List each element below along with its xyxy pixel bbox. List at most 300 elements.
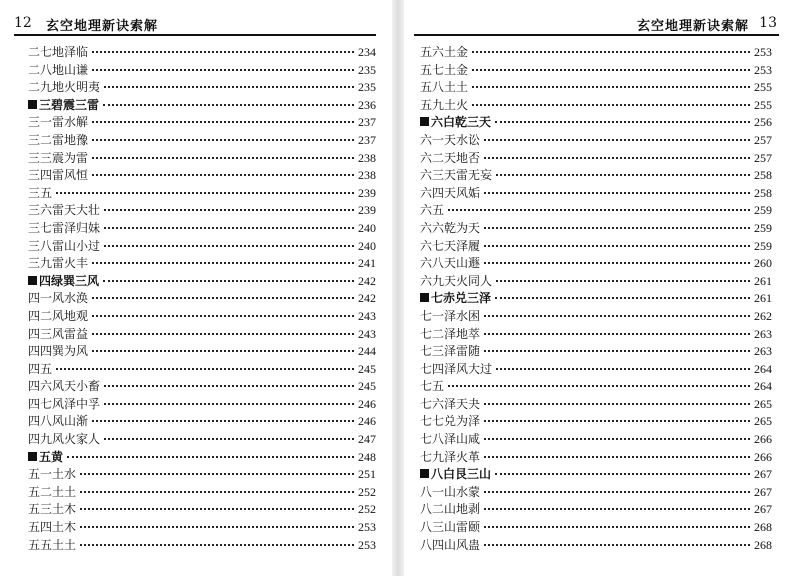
toc-entry-page-number: 248	[358, 449, 376, 464]
toc-entry-text: 六一天水讼	[420, 132, 481, 147]
toc-entry	[28, 255, 376, 273]
dot-leader	[80, 526, 354, 528]
toc-entry-label	[28, 537, 76, 555]
toc-entry-page-number: 241	[358, 256, 376, 271]
dot-leader	[92, 333, 354, 335]
toc-entry-text: 五黄	[39, 449, 64, 464]
toc-entry-text: 六七天泽履	[420, 238, 481, 253]
toc-section-entry	[28, 273, 376, 291]
toc-entry-text: 七七兑为泽	[420, 414, 481, 429]
toc-entry-page-number: 242	[358, 291, 376, 306]
toc-entry-text: 七五	[420, 379, 445, 394]
toc-section-entry	[28, 97, 376, 115]
dot-leader	[80, 473, 354, 475]
toc-entry-label	[420, 343, 480, 361]
dot-leader	[104, 403, 354, 405]
toc-entry-page-number: 245	[358, 379, 376, 394]
toc-entry-page-number: 261	[754, 273, 772, 288]
toc-entry-text: 二八地山谦	[28, 62, 89, 77]
toc-entry-label	[420, 431, 480, 449]
toc-entry-text: 六四天风姤	[420, 185, 481, 200]
toc-entry-text: 三八雷山小过	[28, 238, 101, 253]
toc-entry-page-number: 268	[754, 537, 772, 552]
toc-entry-text: 三九雷火丰	[28, 256, 89, 271]
toc-entry	[28, 220, 376, 238]
toc-entry-text: 六五	[420, 203, 445, 218]
toc-entry-page-number: 235	[358, 62, 376, 77]
section-square-marker-icon	[28, 100, 37, 109]
toc-entry	[420, 185, 772, 203]
section-square-marker-icon	[28, 276, 37, 285]
toc-entry-text: 七一泽水困	[420, 308, 481, 323]
toc-entry	[28, 44, 376, 62]
toc-entry-text: 五六土金	[420, 45, 469, 59]
toc-entry-text: 五九土火	[420, 97, 469, 112]
dot-leader	[484, 350, 750, 352]
toc-entry-text: 六八天山遯	[420, 256, 481, 271]
dot-leader	[92, 350, 354, 352]
toc-entry-label	[28, 185, 52, 203]
toc-entry-label	[420, 449, 480, 467]
toc-entry	[28, 431, 376, 449]
right-header-rule	[414, 34, 779, 36]
toc-entry	[420, 202, 772, 220]
dot-leader	[472, 104, 750, 106]
dot-leader	[484, 456, 750, 458]
dot-leader	[484, 139, 750, 141]
toc-entry-page-number: 252	[358, 484, 376, 499]
section-square-marker-icon	[420, 469, 429, 478]
toc-entry-text: 八三山雷颐	[420, 520, 481, 535]
toc-entry-label	[420, 290, 491, 308]
toc-entry-label	[28, 519, 76, 537]
dot-leader	[103, 104, 354, 106]
left-page-number: 12	[14, 15, 32, 31]
toc-entry-text: 五三土木	[28, 502, 77, 517]
toc-entry-text: 六白乾三天	[431, 115, 492, 130]
dot-leader	[104, 209, 354, 211]
toc-entry-label	[28, 378, 100, 396]
toc-entry-page-number: 239	[358, 185, 376, 200]
dot-leader	[495, 121, 750, 123]
dot-leader	[92, 297, 354, 299]
toc-entry-label	[420, 150, 480, 168]
toc-entry-text: 四二风地观	[28, 308, 89, 323]
toc-entry	[28, 62, 376, 80]
toc-entry	[28, 519, 376, 537]
toc-entry-page-number: 258	[754, 185, 772, 200]
toc-entry-label	[420, 185, 480, 203]
toc-entry-text: 五二土土	[28, 484, 77, 499]
toc-entry-label	[28, 79, 100, 97]
dot-leader	[104, 438, 354, 440]
dot-leader	[104, 227, 354, 229]
toc-entry-text: 七八泽山咸	[420, 432, 481, 447]
toc-entry-page-number: 253	[754, 62, 772, 77]
toc-entry-label	[28, 484, 76, 502]
toc-section-entry	[420, 114, 772, 132]
toc-entry-page-number: 244	[358, 344, 376, 359]
toc-entry	[28, 185, 376, 203]
dot-leader	[92, 69, 354, 71]
dot-leader	[484, 438, 750, 440]
dot-leader	[484, 544, 750, 546]
toc-entry	[28, 396, 376, 414]
toc-entry	[420, 431, 772, 449]
toc-entry-label	[420, 308, 480, 326]
toc-entry-text: 四六风天小畜	[28, 379, 101, 394]
toc-entry-label	[420, 519, 480, 537]
dot-leader	[92, 51, 354, 53]
dot-leader	[92, 262, 354, 264]
section-square-marker-icon	[420, 293, 429, 302]
toc-entry	[420, 220, 772, 238]
toc-entry-page-number: 240	[358, 220, 376, 235]
section-square-marker-icon	[420, 117, 429, 126]
dot-leader	[103, 280, 354, 282]
toc-entry	[420, 273, 772, 291]
dot-leader	[495, 297, 750, 299]
toc-entry-text: 五五土土	[28, 537, 77, 552]
dot-leader	[56, 192, 354, 194]
toc-entry-label	[28, 449, 63, 467]
dot-leader	[496, 174, 750, 176]
dot-leader	[92, 174, 354, 176]
left-toc-list	[28, 44, 376, 554]
toc-entry	[28, 413, 376, 431]
toc-entry-label	[28, 290, 88, 308]
toc-entry-label	[420, 255, 480, 273]
toc-entry-text: 六三天雷无妄	[420, 168, 493, 183]
toc-entry-text: 六九天火同人	[420, 273, 493, 288]
toc-entry-label	[28, 361, 52, 379]
toc-entry-page-number: 240	[358, 238, 376, 253]
toc-section-entry	[420, 290, 772, 308]
toc-entry-label	[420, 62, 468, 80]
toc-entry-label	[28, 501, 76, 519]
toc-entry-page-number: 267	[754, 484, 772, 499]
dot-leader	[92, 315, 354, 317]
dot-leader	[104, 86, 354, 88]
toc-entry	[420, 378, 772, 396]
toc-entry-page-number: 264	[754, 379, 772, 394]
toc-entry	[420, 449, 772, 467]
toc-entry-page-number: 243	[358, 308, 376, 323]
toc-entry-label	[28, 255, 88, 273]
toc-entry-page-number: 246	[358, 396, 376, 411]
toc-entry-page-number: 235	[358, 80, 376, 95]
toc-entry-label	[28, 62, 88, 80]
left-page	[0, 0, 392, 576]
toc-entry-page-number: 246	[358, 414, 376, 429]
toc-entry-page-number: 251	[358, 467, 376, 482]
toc-entry-page-number: 267	[754, 467, 772, 482]
toc-entry-label	[28, 202, 100, 220]
toc-entry	[420, 519, 772, 537]
right-toc-list	[420, 44, 772, 554]
toc-entry-label	[28, 132, 88, 150]
toc-entry-label	[420, 326, 480, 344]
toc-entry	[28, 150, 376, 168]
toc-entry-label	[420, 202, 444, 220]
toc-entry-text: 八一山水蒙	[420, 484, 481, 499]
toc-entry-page-number: 266	[754, 432, 772, 447]
toc-entry-label	[28, 150, 88, 168]
toc-entry	[28, 537, 376, 555]
toc-entry	[28, 238, 376, 256]
toc-entry	[28, 132, 376, 150]
toc-entry	[420, 396, 772, 414]
toc-entry-text: 二七地泽临	[28, 45, 89, 59]
toc-entry-page-number: 257	[754, 132, 772, 147]
toc-entry-label	[28, 396, 100, 414]
toc-entry-label	[420, 238, 480, 256]
toc-entry	[420, 79, 772, 97]
toc-entry	[420, 501, 772, 519]
toc-entry-label	[420, 361, 492, 379]
dot-leader	[484, 420, 750, 422]
toc-entry-label	[420, 378, 444, 396]
toc-entry-page-number: 255	[754, 80, 772, 95]
toc-entry-page-number: 245	[358, 361, 376, 376]
toc-entry	[28, 308, 376, 326]
toc-entry-text: 六六乾为天	[420, 220, 481, 235]
dot-leader	[92, 139, 354, 141]
toc-entry-text: 五七土金	[420, 62, 469, 77]
toc-entry-text: 四九风火家人	[28, 432, 101, 447]
toc-entry	[420, 343, 772, 361]
toc-entry-text: 五一土水	[28, 467, 77, 482]
dot-leader	[67, 456, 354, 458]
toc-entry-page-number: 239	[358, 203, 376, 218]
left-page-header	[14, 13, 378, 35]
toc-entry-text: 三五	[28, 185, 53, 200]
dot-leader	[484, 491, 750, 493]
toc-entry	[420, 132, 772, 150]
toc-entry-text: 四一风水涣	[28, 291, 89, 306]
toc-entry	[28, 79, 376, 97]
toc-entry	[28, 361, 376, 379]
toc-entry-text: 七六泽天夬	[420, 396, 481, 411]
toc-entry	[420, 62, 772, 80]
toc-entry-page-number: 259	[754, 238, 772, 253]
book-gutter	[392, 0, 404, 576]
toc-entry-page-number: 264	[754, 361, 772, 376]
toc-section-entry	[420, 466, 772, 484]
toc-entry-page-number: 253	[754, 45, 772, 59]
toc-entry-text: 三四雷风恒	[28, 168, 89, 183]
toc-entry-page-number: 265	[754, 396, 772, 411]
toc-entry-page-number: 236	[358, 97, 376, 112]
toc-entry	[28, 484, 376, 502]
toc-entry-text: 七四泽风大过	[420, 361, 493, 376]
toc-entry-page-number: 259	[754, 203, 772, 218]
toc-entry-text: 三三震为雷	[28, 150, 89, 165]
toc-entry-label	[420, 167, 492, 185]
toc-entry-label	[420, 79, 468, 97]
dot-leader	[484, 262, 750, 264]
dot-leader	[484, 508, 750, 510]
toc-entry-text: 七二泽地萃	[420, 326, 481, 341]
toc-entry-page-number: 260	[754, 256, 772, 271]
right-page-header	[418, 13, 777, 35]
toc-entry-text: 七赤兑三泽	[431, 291, 492, 306]
toc-entry-label	[420, 396, 480, 414]
toc-entry-page-number: 267	[754, 502, 772, 517]
toc-entry	[28, 167, 376, 185]
toc-entry-label	[28, 167, 88, 185]
toc-entry-label	[28, 466, 76, 484]
dot-leader	[56, 368, 354, 370]
toc-entry-label	[28, 273, 99, 291]
toc-entry	[420, 150, 772, 168]
toc-entry-page-number: 237	[358, 115, 376, 130]
dot-leader	[92, 157, 354, 159]
toc-entry-page-number: 268	[754, 520, 772, 535]
toc-entry-text: 三六雷天大壮	[28, 203, 101, 218]
dot-leader	[484, 245, 750, 247]
toc-entry-label	[28, 114, 88, 132]
toc-entry	[420, 484, 772, 502]
toc-entry	[420, 167, 772, 185]
section-square-marker-icon	[28, 452, 37, 461]
toc-entry	[420, 326, 772, 344]
dot-leader	[484, 192, 750, 194]
dot-leader	[92, 420, 354, 422]
toc-entry-page-number: 247	[358, 432, 376, 447]
toc-entry	[28, 466, 376, 484]
toc-entry	[420, 44, 772, 62]
dot-leader	[484, 315, 750, 317]
toc-entry	[28, 114, 376, 132]
dot-leader	[472, 51, 750, 53]
toc-entry-label	[420, 501, 480, 519]
toc-entry-text: 六二天地否	[420, 150, 481, 165]
toc-entry-label	[28, 220, 100, 238]
toc-entry-page-number: 255	[754, 97, 772, 112]
toc-entry-text: 四八风山渐	[28, 414, 89, 429]
dot-leader	[484, 333, 750, 335]
dot-leader	[472, 86, 750, 88]
dot-leader	[448, 385, 750, 387]
toc-entry-label	[420, 220, 480, 238]
dot-leader	[495, 473, 750, 475]
dot-leader	[472, 69, 750, 71]
right-page-number: 13	[759, 15, 777, 31]
right-running-title: 玄空地理新诀索解	[636, 19, 749, 34]
toc-entry-text: 七九泽火革	[420, 449, 481, 464]
left-header-rule	[14, 34, 376, 36]
toc-entry-text: 四三风雷益	[28, 326, 89, 341]
dot-leader	[496, 280, 750, 282]
toc-entry	[420, 238, 772, 256]
toc-entry	[420, 97, 772, 115]
toc-entry-page-number: 237	[358, 132, 376, 147]
toc-entry-text: 二九地火明夷	[28, 80, 101, 95]
dot-leader	[484, 526, 750, 528]
toc-entry	[28, 202, 376, 220]
toc-entry-label	[28, 326, 88, 344]
toc-entry-label	[420, 132, 480, 150]
toc-entry	[420, 361, 772, 379]
toc-entry-label	[420, 466, 491, 484]
toc-entry-text: 五八土土	[420, 80, 469, 95]
toc-entry-label	[28, 308, 88, 326]
toc-entry-text: 八二山地剥	[420, 502, 481, 517]
dot-leader	[80, 491, 354, 493]
dot-leader	[104, 385, 354, 387]
toc-entry-label	[420, 114, 491, 132]
toc-entry-label	[28, 238, 100, 256]
toc-entry-text: 五四土木	[28, 520, 77, 535]
toc-entry-text: 四五	[28, 361, 53, 376]
toc-entry-label	[420, 97, 468, 115]
toc-entry-label	[420, 484, 480, 502]
toc-entry-label	[28, 413, 88, 431]
toc-entry-label	[28, 431, 100, 449]
toc-entry-page-number: 257	[754, 150, 772, 165]
toc-entry	[28, 343, 376, 361]
toc-entry-text: 三二雷地豫	[28, 132, 89, 147]
toc-entry-text: 八四山风蛊	[420, 537, 481, 552]
dot-leader	[484, 227, 750, 229]
toc-entry	[28, 326, 376, 344]
toc-entry-page-number: 266	[754, 449, 772, 464]
toc-entry-text: 三碧震三雷	[39, 97, 100, 112]
dot-leader	[80, 508, 354, 510]
dot-leader	[496, 368, 750, 370]
toc-entry-page-number: 263	[754, 326, 772, 341]
toc-entry-page-number: 259	[754, 220, 772, 235]
toc-entry	[28, 501, 376, 519]
toc-entry-text: 四四巽为风	[28, 344, 89, 359]
toc-entry	[28, 378, 376, 396]
toc-entry-page-number: 238	[358, 168, 376, 183]
dot-leader	[448, 209, 750, 211]
toc-entry	[420, 537, 772, 555]
toc-entry	[28, 290, 376, 308]
toc-entry-page-number: 261	[754, 291, 772, 306]
toc-entry-label	[420, 413, 480, 431]
toc-entry-text: 三七雷泽归妹	[28, 220, 101, 235]
toc-entry-page-number: 252	[358, 502, 376, 517]
toc-entry-page-number: 253	[358, 537, 376, 552]
toc-entry-page-number: 265	[754, 414, 772, 429]
toc-entry	[420, 413, 772, 431]
toc-entry-page-number: 242	[358, 273, 376, 288]
toc-entry-label	[28, 343, 88, 361]
toc-entry-text: 八白艮三山	[431, 467, 492, 482]
toc-entry-text: 七三泽雷随	[420, 344, 481, 359]
toc-entry-label	[420, 44, 468, 62]
toc-entry-text: 四绿巽三风	[39, 273, 100, 288]
dot-leader	[92, 121, 354, 123]
toc-entry-page-number: 262	[754, 308, 772, 323]
toc-entry-page-number: 243	[358, 326, 376, 341]
toc-entry-page-number: 234	[358, 45, 376, 59]
toc-entry-text: 四七风泽中孚	[28, 396, 101, 411]
toc-section-entry	[28, 449, 376, 467]
toc-entry	[420, 255, 772, 273]
toc-entry-page-number: 263	[754, 344, 772, 359]
toc-entry-label	[28, 97, 99, 115]
toc-entry-label	[420, 273, 492, 291]
toc-entry	[420, 308, 772, 326]
toc-entry-text: 三一雷水解	[28, 115, 89, 130]
toc-entry-page-number: 256	[754, 115, 772, 130]
right-page	[404, 0, 793, 576]
dot-leader	[484, 157, 750, 159]
